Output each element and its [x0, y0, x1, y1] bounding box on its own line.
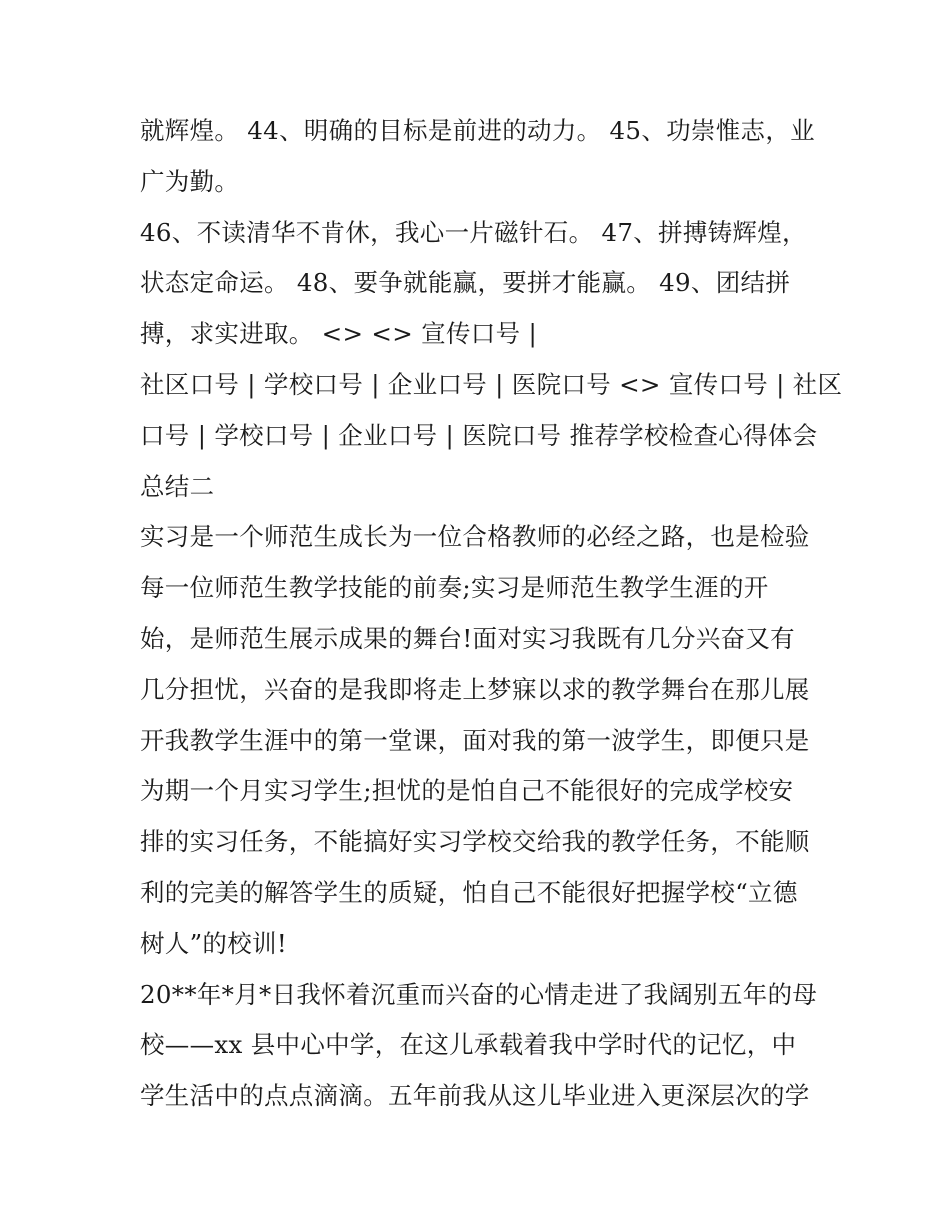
text-line: 20**年*月*日我怀着沉重而兴奋的心情走进了我阔别五年的母 [140, 979, 818, 1009]
text-line: 广为勤。 [140, 166, 240, 196]
text-line: 利的完美的解答学生的质疑，怕自己不能很好把握学校“立德 [140, 877, 798, 907]
text-line: 学生活中的点点滴滴。五年前我从这儿毕业进入更深层次的学 [140, 1081, 810, 1111]
text-line: 每一位师范生教学技能的前奏;实习是师范生教学生涯的开 [140, 573, 769, 603]
text-line: 为期一个月实习学生;担忧的是怕自己不能很好的完成学校安 [140, 776, 794, 806]
text-line: 状态定命运。 48、要争就能赢，要拼才能赢。 49、团结拼 [140, 268, 791, 298]
text-line: 实习是一个师范生成长为一位合格教师的必经之路，也是检验 [140, 522, 810, 552]
text-line: 始，是师范生展示成果的舞台!面对实习我既有几分兴奋又有 [140, 623, 795, 653]
text-line: 46、不读清华不肯休，我心一片磁针石。 47、拼搏铸辉煌， [140, 217, 807, 247]
text-line: 开我教学生涯中的第一堂课，面对我的第一波学生，即便只是 [140, 725, 810, 755]
text-line: 口号 | 学校口号 | 企业口号 | 医院口号 推荐学校检查心得体会 [140, 420, 818, 450]
text-line: 校——xx 县中心中学，在这儿承载着我中学时代的记忆，中 [140, 1030, 797, 1060]
section-title-line: 总结二 [140, 471, 215, 501]
text-line: 搏，求实进取。 <> <> 宣传口号 | [140, 319, 538, 349]
text-line: 社区口号 | 学校口号 | 企业口号 | 医院口号 <> 宣传口号 | 社区 [140, 369, 843, 399]
text-line: 排的实习任务，不能搞好实习学校交给我的教学任务，不能顺 [140, 827, 810, 857]
document-body [140, 106, 843, 1122]
text-line: 几分担忧，兴奋的是我即将走上梦寐以求的教学舞台在那儿展 [140, 674, 810, 704]
text-line: 就辉煌。 44、明确的目标是前进的动力。 45、功崇惟志，业 [140, 116, 815, 145]
text-line: 树人”的校训! [140, 928, 287, 958]
